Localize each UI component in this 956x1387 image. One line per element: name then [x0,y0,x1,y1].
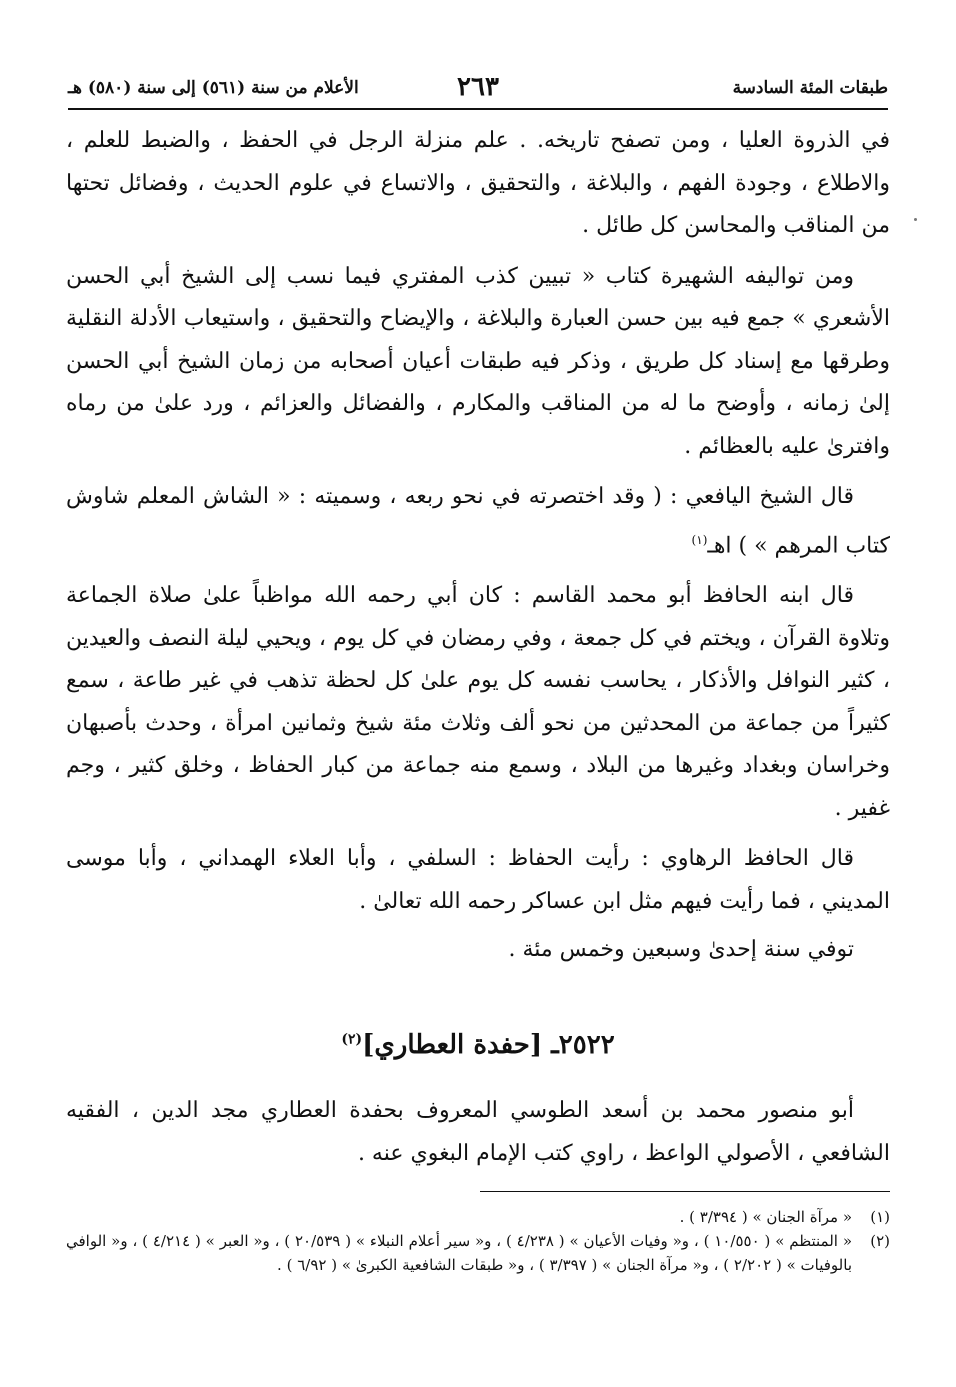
scan-speck [914,218,917,221]
paragraph: ومن تواليفه الشهيرة كتاب « تبيين كذب المفتري فيما نسب إلى الشيخ أبي الحسن الأشعري » جمع فيه بين حسن العبارة والبلاغة ، والإيضاح والتحقيق ، واستيعاب الأدلة النقلية وطرقها مع إسناد كل طريق ، وذكر فيه طبقات أعيان أصحابه من زمان الشيخ أبي الحسن إلىٰ زمانه ، وأوضح ما له من المناقب والمكارم ، والفضائل والعزائم ، ورد علىٰ من رماه وافترىٰ عليه بالعظائم . [66,263,890,459]
footnote [66,1229,890,1277]
footnote-number: (١) [870,1208,890,1226]
paragraph: قال ابنه الحافظ أبو محمد القاسم : كان أبي رحمه الله مواظباً علىٰ صلاة الجماعة وتلاوة القرآن ، ويختم في كل جمعة ، وفي رمضان في كل يوم ، ويحيي ليلة النصف والعيدين ، كثير النوافل والأذكار ، يحاسب نفسه كل يوم علىٰ كل لحظة تذهب في غير طاعة ، سمع كثيراً من جماعة من المحدثين من نحو ألف وثلاث مئة شيخ وثمانين امرأة ، وحدث بأصبهان وخراسان وبغداد وغيرها من البلاد ، وسمع منه جماعة من كبار الحفاظ ، وخلق كثير ، وجم غفير . [66,583,890,821]
footnote [66,1205,890,1229]
running-header [68,72,888,106]
entry-title: ٢٥٢٢ـ [حفدة العطاري] [362,1030,615,1060]
main-text [66,120,890,978]
paragraph: في الذروة العليا ، ومن تصفح تاريخه. . علم منزلة الرجل في الحفظ ، والضبط للعلم ، والاطلاع ، وجودة الفهم ، والبلاغة ، والتحقيق ، والاتساع في علوم الحديث ، وفضائل تحتها من المناقب والمحاسن كل طائل . [66,128,890,238]
paragraph-text: قال الشيخ اليافعي : ( وقد اختصرته في نحو ربعه ، وسميته : « الشاش المعلم شاوش كتاب المرهم » ) اهـ [66,484,890,558]
paragraph: توفي سنة إحدىٰ وسبعين وخمس مئة . [508,937,854,963]
footnote-text: « المنتظم » ( ١٠/٥٥٠ ) ، و« وفيات الأعيان » ( ٤/٢٣٨ ) ، و« سير أعلام النبلاء » ( ٢٠/٥٣٩ ) ، و« العبر » ( ٤/٢١٤ ) ، و« الوافي بالوفيات » ( ٢/٢٠٢ ) ، و« مرآة الجنان » ( ٣/٣٩٧ ) ، و« طبقات الشافعية الكبرىٰ » ( ٦/٩٢ ) . [66,1232,852,1274]
header-section-title: طبقات المئة السادسة [732,78,888,98]
footnote-text: « مرآة الجنان » ( ٣/٣٩٤ ) . [679,1208,852,1226]
page-number: ٢٦٣ [457,72,499,102]
footnotes [66,1205,890,1277]
footnote-number: (٢) [870,1232,890,1250]
paragraph [66,476,890,567]
entry-heading [66,1030,890,1060]
entry-body [66,1090,890,1175]
header-divider [68,108,888,110]
paragraph: قال الحافظ الرهاوي : رأيت الحفاظ : السلفي ، وأبا العلاء الهمداني ، وأبا موسى المديني ، فما رأيت فيهم مثل ابن عساكر رحمه الله تعالىٰ . [66,846,890,914]
footnote-reference: (١) [691,532,708,547]
footnote-divider [480,1191,890,1192]
paragraph: أبو منصور محمد بن أسعد الطوسي المعروف بحفدة العطاري مجد الدين ، الفقيه الشافعي ، الأصولي الواعظ ، راوي كتب الإمام البغوي عنه . [66,1098,890,1166]
footnote-reference: (٢) [341,1031,363,1048]
header-date-range: الأعلام من سنة (٥٦١) إلى سنة (٥٨٠) هـ [68,78,359,98]
